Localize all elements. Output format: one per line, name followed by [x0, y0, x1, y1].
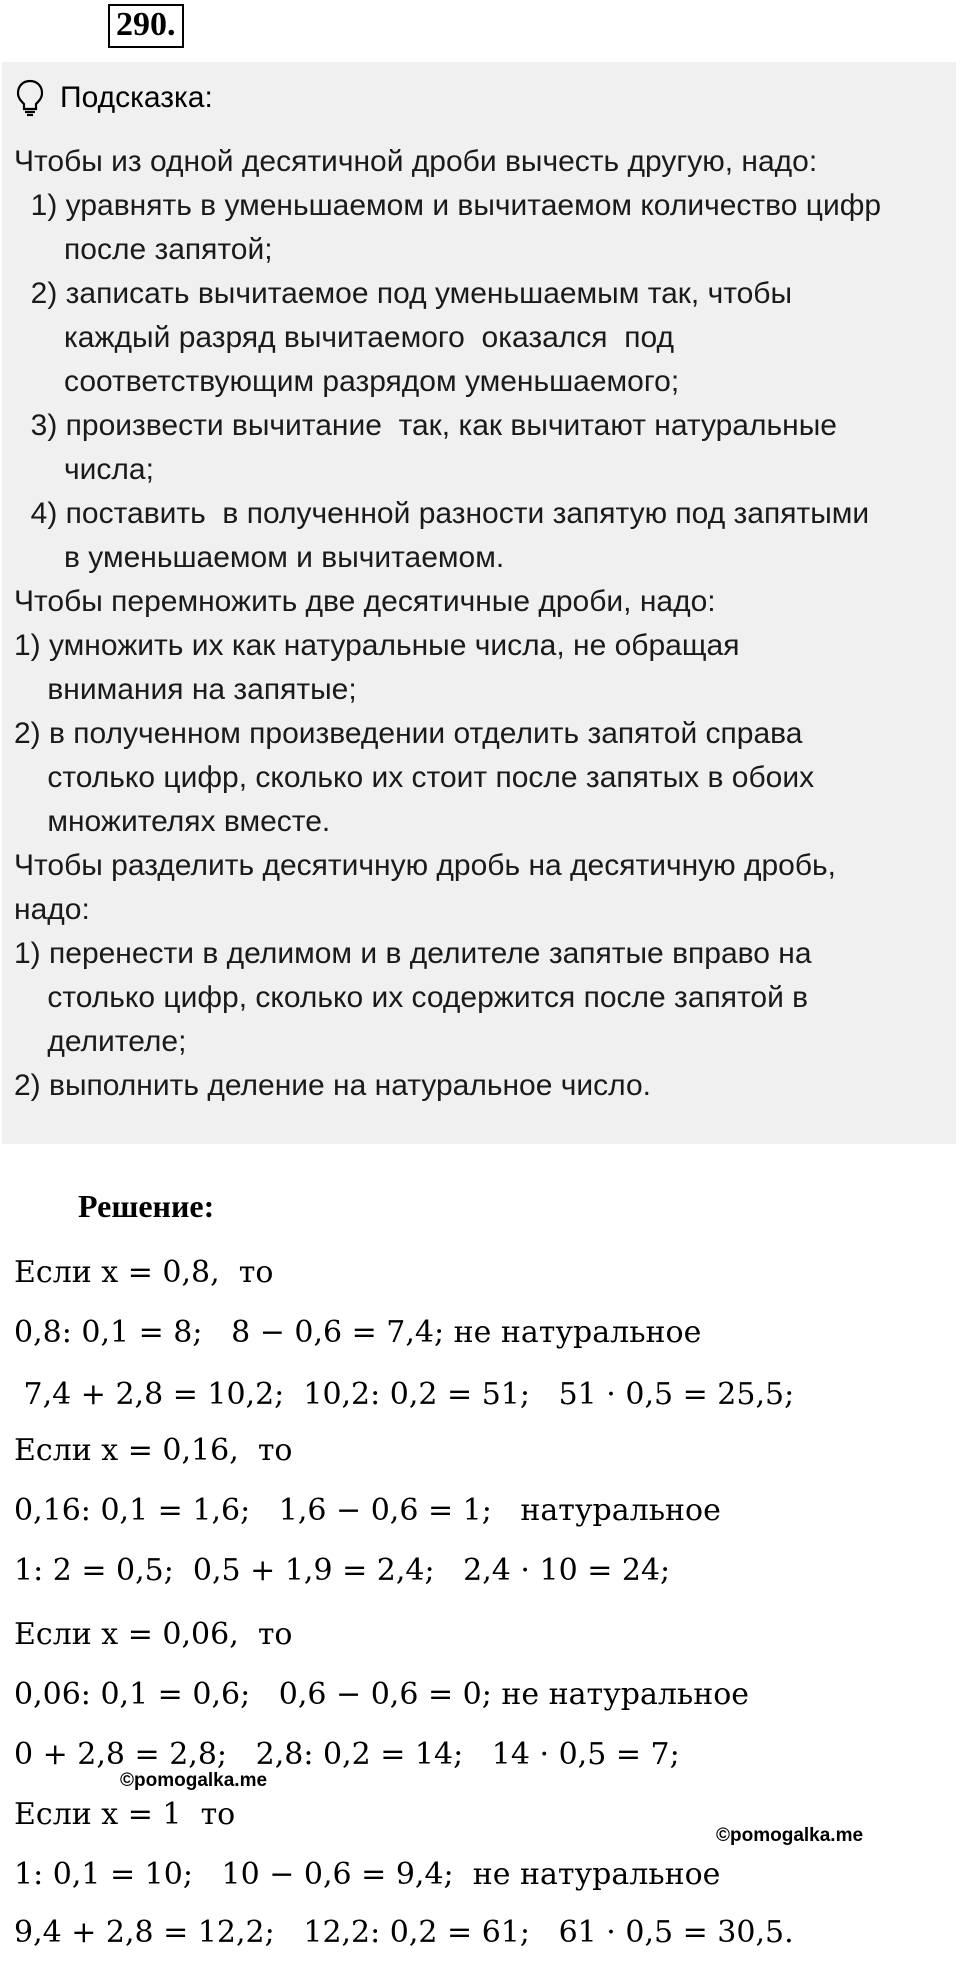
hint-line: в уменьшаемом и вычитаемом.	[14, 541, 505, 574]
hint-line: 2) записать вычитаемое под уменьшаемым так, чтобы	[14, 277, 793, 310]
hint-line: множителях вместе.	[14, 805, 331, 838]
solution-line: 1: 0,1 = 10; 10 − 0,6 = 9,4; не натуральное	[14, 1857, 721, 1892]
solution-line: Если x = 0,8, то	[14, 1255, 274, 1290]
solution-line: 0 + 2,8 = 2,8; 2,8: 0,2 = 14; 14 · 0,5 = 7;	[14, 1737, 680, 1772]
hint-line: 1) перенести в делимом и в делителе запятые вправо на	[14, 937, 812, 970]
hint-line: Чтобы разделить десятичную дробь на десятичную дробь,	[14, 849, 837, 882]
hint-line: Чтобы из одной десятичной дроби вычесть другую, надо:	[14, 145, 818, 178]
hint-line: надо:	[14, 893, 90, 926]
hint-line: 1) умножить их как натуральные числа, не обращая	[14, 629, 740, 662]
solution-line: Если x = 0,06, то	[14, 1617, 293, 1652]
hint-line: каждый разряд вычитаемого оказался под	[14, 321, 674, 354]
hint-line: 1) уравнять в уменьшаемом и вычитаемом количество цифр	[14, 189, 882, 222]
solution-line: 1: 2 = 0,5; 0,5 + 1,9 = 2,4; 2,4 · 10 = 24;	[14, 1553, 671, 1588]
hint-line: Чтобы перемножить две десятичные дроби, надо:	[14, 585, 716, 618]
solution-line: 9,4 + 2,8 = 12,2; 12,2: 0,2 = 61; 61 · 0,5 = 30,5.	[14, 1915, 794, 1950]
solution-line: Если x = 1 то	[14, 1797, 236, 1832]
hint-line: 3) произвести вычитание так, как вычитают натуральные	[14, 409, 837, 442]
hint-line: числа;	[14, 453, 154, 486]
hint-line: внимания на запятые;	[14, 673, 357, 706]
watermark: ©pomogalka.me	[716, 1825, 864, 1846]
solution-line: Если x = 0,16, то	[14, 1433, 293, 1468]
solution-line: 0,8: 0,1 = 8; 8 − 0,6 = 7,4; не натуральное	[14, 1315, 702, 1350]
solution-line: 0,16: 0,1 = 1,6; 1,6 − 0,6 = 1; натуральное	[14, 1493, 721, 1528]
hint-line: 4) поставить в полученной разности запятую под запятыми	[14, 497, 870, 530]
hint-title: Подсказка:	[60, 81, 213, 114]
hint-line: после запятой;	[14, 233, 273, 266]
hint-line: столько цифр, сколько их содержится после запятой в	[14, 981, 809, 1014]
solution-line: 0,06: 0,1 = 0,6; 0,6 − 0,6 = 0; не натуральное	[14, 1677, 750, 1712]
hint-line: столько цифр, сколько их стоит после запятых в обоих	[14, 761, 815, 794]
hint-line: соответствующим разрядом уменьшаемого;	[14, 365, 680, 398]
solution-title: Решение:	[78, 1188, 215, 1224]
hint-line: 2) выполнить деление на натуральное число.	[14, 1069, 651, 1102]
task-number: 290.	[108, 4, 184, 48]
solution-line: 7,4 + 2,8 = 10,2; 10,2: 0,2 = 51; 51 · 0,5 = 25,5;	[14, 1377, 795, 1412]
watermark: ©pomogalka.me	[120, 1770, 268, 1791]
hint-line: делителе;	[14, 1025, 187, 1058]
hint-line: 2) в полученном произведении отделить запятой справа	[14, 717, 803, 750]
